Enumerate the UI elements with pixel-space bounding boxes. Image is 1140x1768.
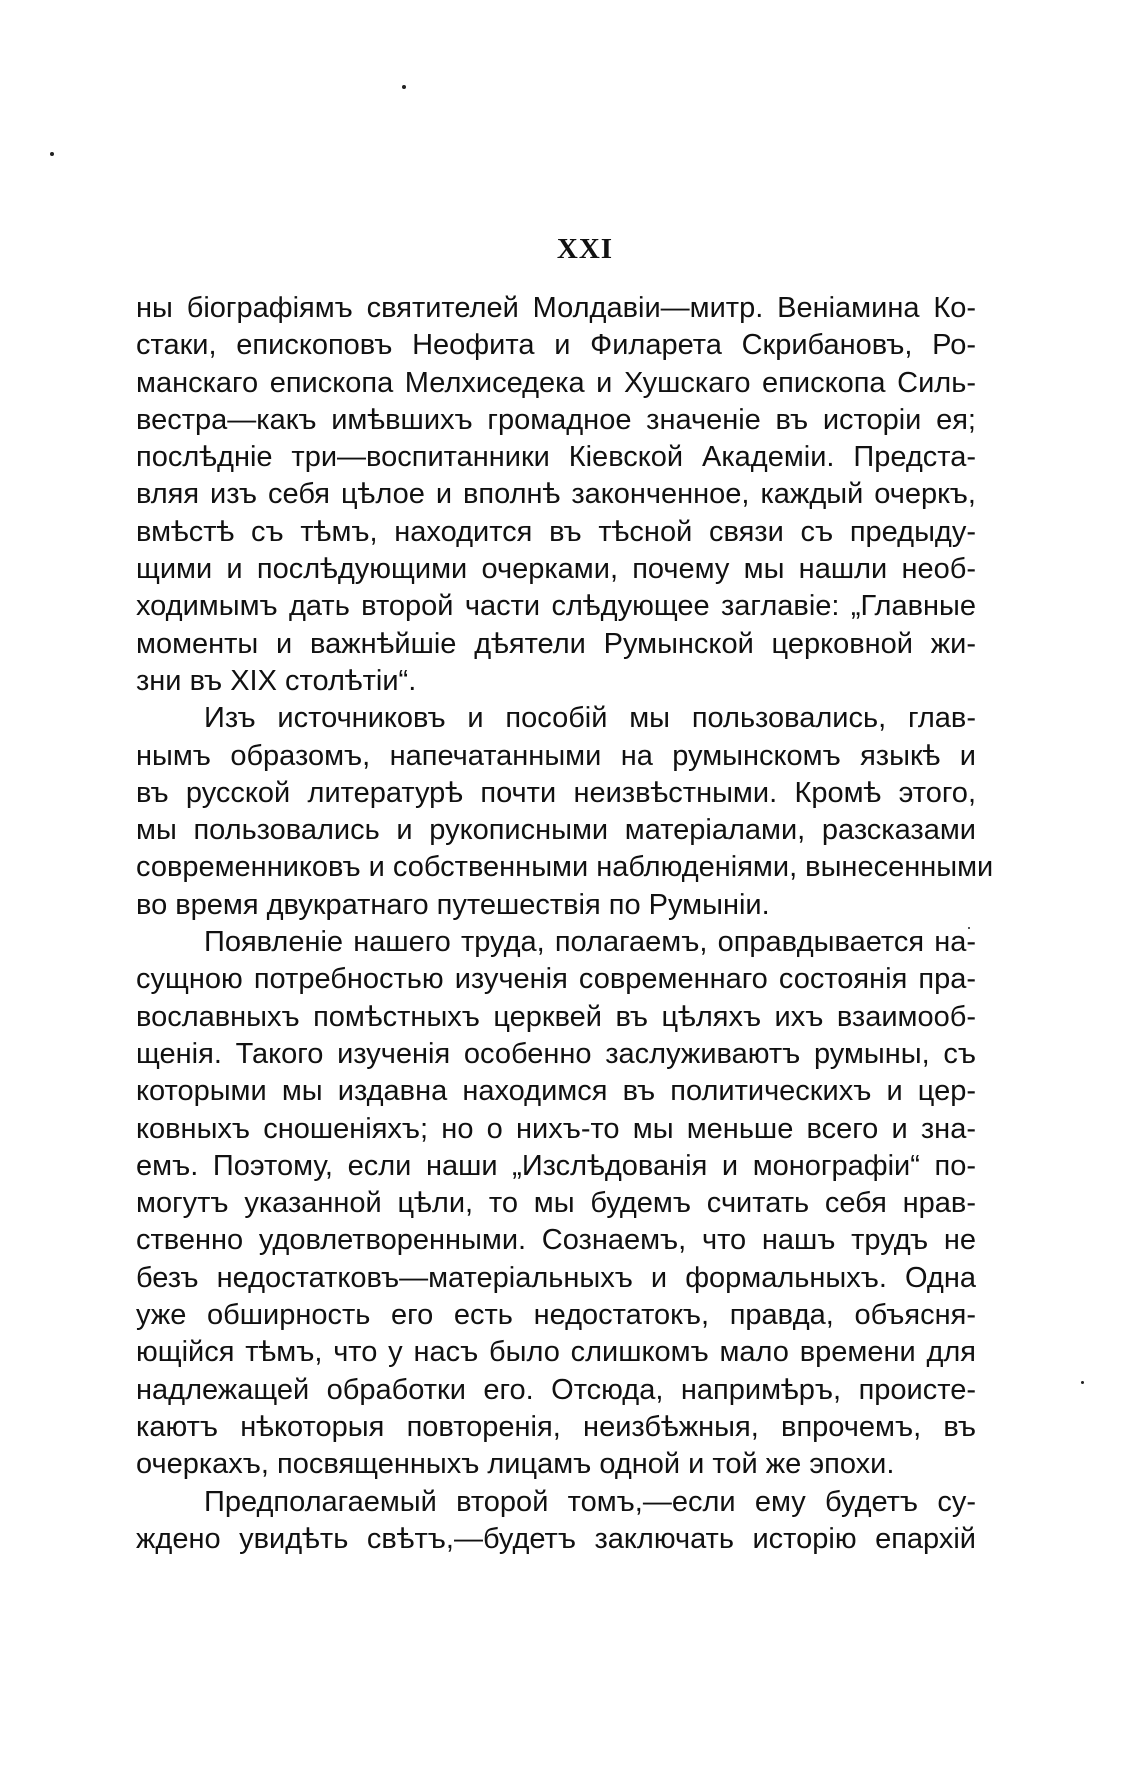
- text-line: ственно удовлетворенными. Сознаемъ, что нашъ трудъ не: [136, 1224, 976, 1257]
- text-line: очеркахъ, посвященныхъ лицамъ одной и той же эпохи.: [136, 1448, 895, 1481]
- text-line: надлежащей обработки его. Отсюда, напримѣръ, происте-: [136, 1373, 976, 1406]
- text-line: стаки, епископовъ Неофита и Филарета Скрибановъ, Ро-: [136, 329, 976, 362]
- text-line: послѣдніе три—воспитанники Кіевской Академіи. Предста-: [136, 441, 976, 474]
- text-line: вославныхъ помѣстныхъ церквей въ цѣляхъ ихъ взаимооб-: [136, 1000, 976, 1033]
- text-line: емъ. Поэтому, если наши „Изслѣдованія и монографіи“ по-: [136, 1149, 976, 1182]
- text-line: безъ недостатковъ—матеріальныхъ и формальныхъ. Одна: [136, 1261, 976, 1294]
- text-line: нымъ образомъ, напечатанными на румынскомъ языкѣ и: [136, 739, 976, 772]
- text-line: въ русской литературѣ почти неизвѣстными. Кромѣ этого,: [136, 776, 976, 809]
- text-line: ющійся тѣмъ, что у насъ было слишкомъ мало времени для: [136, 1336, 976, 1369]
- text-line: вляя изъ себя цѣлое и вполнѣ законченное, каждый очеркъ,: [136, 478, 976, 511]
- text-line: вестра—какъ имѣвшихъ громадное значеніе въ исторіи ея;: [136, 403, 976, 436]
- text-line: во время двукратнаго путешествія по Румыніи.: [136, 888, 770, 921]
- text-line: манскаго епископа Мелхиседека и Хушскаго епископа Силь-: [136, 366, 976, 399]
- text-line: каютъ нѣкоторыя повторенія, неизбѣжныя, впрочемъ, въ: [136, 1410, 976, 1443]
- scan-speck: [402, 85, 406, 89]
- text-line: мы пользовались и рукописными матеріалами, разсказами: [136, 814, 976, 847]
- text-line: Появленіе нашего труда, полагаемъ, оправдывается на-: [204, 926, 976, 959]
- text-line: моменты и важнѣйшіе дѣятели Румынской церковной жи-: [136, 627, 976, 660]
- text-line: щенія. Такого изученія особенно заслуживаютъ румыны, съ: [136, 1037, 976, 1070]
- text-line: современниковъ и собственными наблюденіями, вынесенными: [136, 851, 994, 884]
- text-line: ждено увидѣть свѣтъ,—будетъ заключать исторію епархій: [136, 1522, 976, 1555]
- page-number: XXI: [556, 233, 614, 265]
- text-line: ны біографіямъ святителей Молдавіи—митр. Веніамина Ко-: [136, 292, 976, 324]
- text-line: уже обширность его есть недостатокъ, правда, объясня-: [136, 1299, 976, 1332]
- text-line: ковныхъ сношеніяхъ; но о нихъ-то мы меньше всего и зна-: [136, 1112, 976, 1145]
- scan-speck: [1081, 1381, 1084, 1384]
- text-line: которыми мы издавна находимся въ политическихъ и цер-: [136, 1075, 976, 1108]
- text-line: ходимымъ дать второй части слѣдующее заглавіе: „Главные: [136, 590, 976, 623]
- text-line: Изъ источниковъ и пособій мы пользовались, глав-: [204, 702, 976, 735]
- text-line: могутъ указанной цѣли, то мы будемъ считать себя нрав-: [136, 1187, 976, 1220]
- page-body: [136, 290, 994, 1558]
- scan-speck: [50, 152, 54, 156]
- text-line: зни въ XIX столѣтіи“.: [136, 664, 417, 697]
- text-line: вмѣстѣ съ тѣмъ, находится въ тѣсной связи съ предыду-: [136, 515, 976, 548]
- text-line: Предполагаемый второй томъ,—если ему будетъ су-: [204, 1485, 976, 1518]
- text-line: щими и послѣдующими очерками, почему мы нашли необ-: [136, 553, 976, 586]
- text-line: сущною потребностью изученія современнаго состоянія пра-: [136, 963, 976, 996]
